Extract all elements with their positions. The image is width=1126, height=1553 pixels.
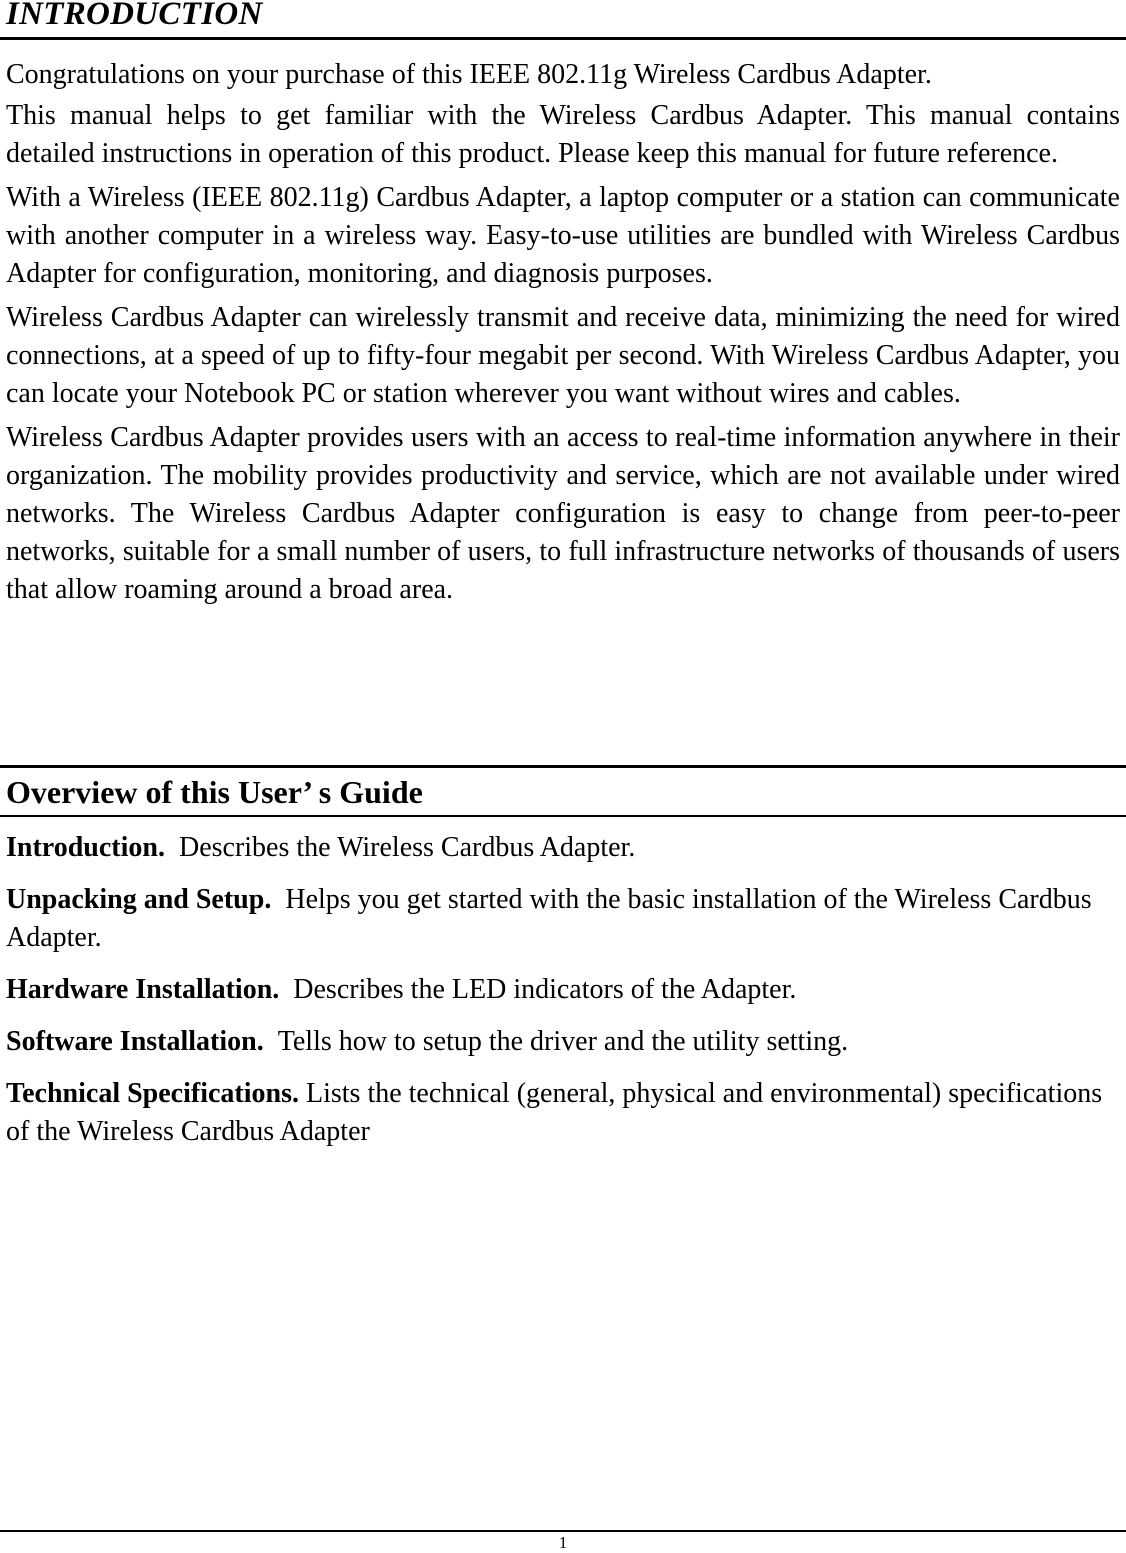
paragraph-real-time-access: Wireless Cardbus Adapter provides users with an access to real-time information anywhere in their organization. The mobility provides productivity and service, which are not available under wired networks. The Wireless Cardbus Adapter configuration is easy to change from peer-to-peer networks, suitable for a small number of users, to full infrastructure networks of thousands of users that allow roaming around a broad area. [6,422,1120,605]
guide-item-software [6,1023,1120,1061]
guide-item-description: Describes the LED indicators of the Adapter. [293,974,797,1005]
guide-item-technical [6,1075,1120,1151]
guide-item-term: Hardware Installation. [6,974,280,1005]
guide-item-description: Describes the Wireless Cardbus Adapter. [178,832,636,863]
section-divider-bottom [0,815,1126,817]
guide-item-unpacking [6,881,1120,957]
guide-item-term: Unpacking and Setup. [6,884,272,915]
guide-overview-list [6,829,1120,1165]
guide-item-hardware [6,971,1120,1009]
guide-item-term: Introduction. [6,832,165,863]
footer-divider [0,1530,1126,1532]
guide-item-description: Tells how to setup the driver and the utility setting. [277,1026,849,1057]
page-number: 1 [558,1533,568,1552]
section-divider-top [0,765,1126,768]
guide-item-description: Lists the technical (general, physical and environmental) specifications of the Wireless Cardbus Adapter [6,1078,1103,1147]
section-heading-overview: Overview of this User’ s Guide [6,774,423,810]
guide-item-term: Software Installation. [6,1026,264,1057]
paragraph-transmit-receive: Wireless Cardbus Adapter can wirelessly transmit and receive data, minimizing the need for wired connections, at a speed of up to fifty-four megabit per second. With Wireless Cardbus Adapter, you can locate your Notebook PC or station wherever you want without wires and cables. [6,302,1120,409]
introduction-body [6,56,1120,615]
guide-item-description: Helps you get started with the basic installation of the Wireless Cardbus Adapter. [6,884,1092,953]
guide-item-term: Technical Specifications. [6,1078,299,1109]
title-divider [0,37,1126,40]
paragraph-congratulations: Congratulations on your purchase of this IEEE 802.11g Wireless Cardbus Adapter. [6,59,932,90]
paragraph-manual-purpose: This manual helps to get familiar with the Wireless Cardbus Adapter. This manual contains detailed instructions in operation of this product. Please keep this manual for future reference. [6,100,1120,169]
paragraph-wireless-communication: With a Wireless (IEEE 802.11g) Cardbus Adapter, a laptop computer or a station can communicate with another computer in a wireless way. Easy-to-use utilities are bundled with Wireless Cardbus Adapter for configuration, monitoring, and diagnosis purposes. [6,182,1120,289]
page-title: INTRODUCTION [6,0,263,32]
guide-item-introduction [6,829,1120,867]
